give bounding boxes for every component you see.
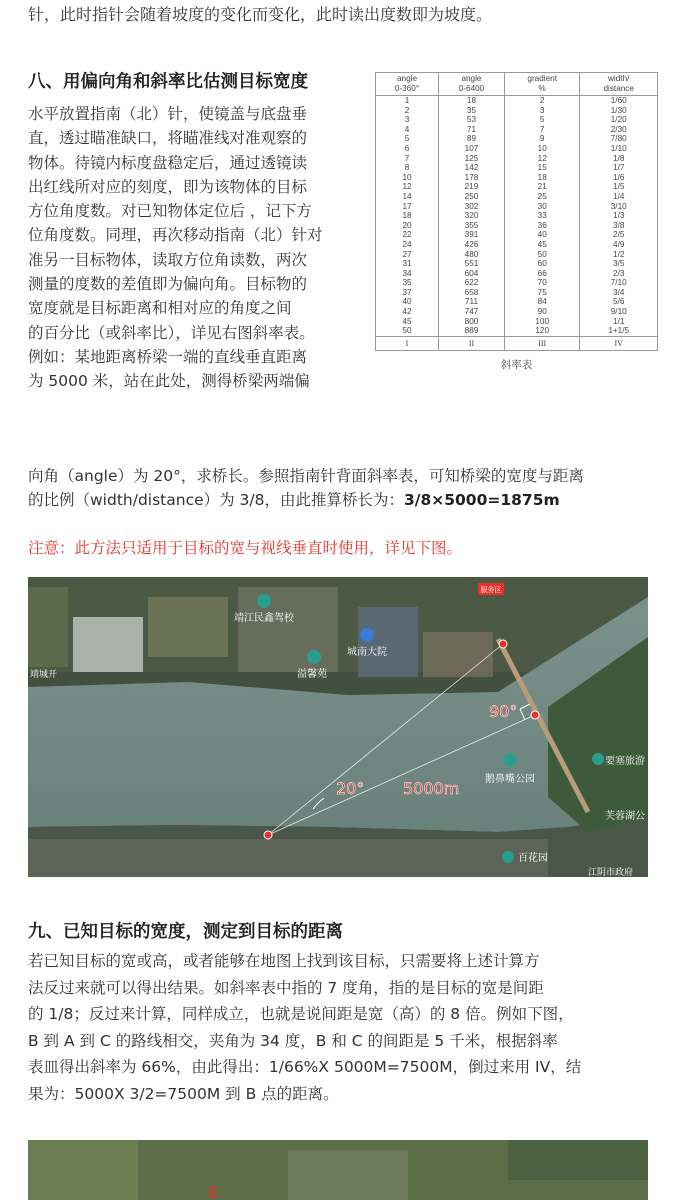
slope-table-cell: 426 <box>439 240 505 250</box>
section-8-continued <box>28 464 658 513</box>
slope-table-cell: 7 <box>376 154 439 164</box>
slope-table-cell: 50 <box>504 250 579 260</box>
slope-table-cell: 1/8 <box>580 154 658 164</box>
slope-table-row <box>376 259 658 269</box>
slope-table-cell: 658 <box>439 288 505 298</box>
header-line: 0-6400 <box>458 84 485 93</box>
section-9-line: 的 1/8；反过来计算，同样成立，也就是说间距是宽（高）的 8 倍。例如下图， <box>28 1005 574 1024</box>
distance-label: 5000m <box>403 779 460 798</box>
slope-table-cell: 1/7 <box>580 163 658 173</box>
slope-table-cell: 800 <box>439 317 505 327</box>
section-9-line: 若已知目标的宽或高，或者能够在地图上找到该目标，只需要将上述计算方 <box>28 952 540 970</box>
slope-table-cell: 1+1/5 <box>580 326 658 336</box>
slope-table-header <box>376 73 658 96</box>
section-8-line: 准另一目标物体，读取方位角读数，两次 <box>28 250 308 269</box>
slope-table-row <box>376 182 658 192</box>
field-patch <box>288 1150 408 1200</box>
section-9-line: B 到 A 到 C 的路线相交，夹角为 34 度，B 和 C 的间距是 5 千米，根据斜率 <box>28 1031 558 1050</box>
section-8-line: 的百分比（或斜率比），详见右图斜率表。 <box>28 323 315 342</box>
slope-table-footer <box>376 336 658 350</box>
deflection-angle-label: 20° <box>336 779 365 798</box>
slope-table-cell: 71 <box>439 125 505 135</box>
slope-table-cell: 5 <box>504 115 579 125</box>
section-8-line: 直，透过瞄准缺口，将瞄准线对准观察的 <box>28 129 308 148</box>
section-8-line: 方位角度数。对已知物体定位后 ，记下方 <box>28 202 312 221</box>
fortress-icon <box>592 753 604 765</box>
slope-table-cell: 2/5 <box>580 230 658 240</box>
place-label: 百花园 <box>518 853 548 864</box>
bridge-end-north <box>499 640 507 648</box>
slope-table-cell: 1 <box>376 96 439 106</box>
slope-table-cell: 747 <box>439 307 505 317</box>
slope-table-cell: 2/30 <box>580 125 658 135</box>
slope-table-cell: 5 <box>376 134 439 144</box>
slope-table-header-cell <box>439 73 505 96</box>
slope-table-cell: 355 <box>439 221 505 231</box>
place-label: 城南大院 <box>347 647 387 658</box>
slope-table-cell: 90 <box>504 307 579 317</box>
slope-table-cell: 1/3 <box>580 211 658 221</box>
slope-table-row <box>376 278 658 288</box>
slope-table-cell: 1/30 <box>580 106 658 116</box>
section-8-wide-line <box>28 488 658 512</box>
section-8-line: 位角度数。同理，再次移动指南（北）针对 <box>28 226 323 245</box>
section-8-line: 宽度就是目标距离和相对应的角度之间 <box>28 299 292 318</box>
slope-table-cell: 711 <box>439 297 505 307</box>
slope-table-row <box>376 134 658 144</box>
slope-table-cell: 9/10 <box>580 307 658 317</box>
section-8-line: 为 5000 米，站在此处，测得桥梁两端偏 <box>28 372 310 391</box>
slope-table-row <box>376 144 658 154</box>
slope-table-cell: 302 <box>439 202 505 212</box>
bridge-end-perpendicular <box>531 711 539 719</box>
slope-table-row <box>376 317 658 327</box>
slope-table-column-numeral: I <box>376 336 439 350</box>
slope-table-cell: 391 <box>439 230 505 240</box>
field-patch <box>28 1140 138 1200</box>
slope-table-header-cell <box>504 73 579 96</box>
residence-icon <box>307 650 321 664</box>
header-line: angle <box>396 74 418 83</box>
slope-table-cell: 1/6 <box>580 173 658 183</box>
place-label: 芙蓉湖公 <box>605 811 645 822</box>
section-8-line: 物体。待镜内标度盘稳定后，通过透镜读 <box>28 153 308 172</box>
warning-note: 注意：此方法只适用于目标的宽与视线垂直时使用，详见下图。 <box>28 539 463 557</box>
slope-table-cell: 120 <box>504 326 579 336</box>
place-label: 靖江民鑫驾校 <box>234 613 294 624</box>
distance-map-graphic <box>28 1140 648 1200</box>
town-patch <box>148 597 228 657</box>
slope-table-cell: 219 <box>439 182 505 192</box>
observer-point <box>264 831 272 839</box>
satellite-map-bridge <box>28 577 648 877</box>
slope-table-cell: 30 <box>504 202 579 212</box>
slope-table-row <box>376 192 658 202</box>
slope-table-cell: 20 <box>376 221 439 231</box>
slope-table-cell: 3/8 <box>580 221 658 231</box>
slope-table-cell: 14 <box>376 192 439 202</box>
satellite-map-distance <box>28 1140 648 1200</box>
section-8-heading: 八、用偏向角和斜率比估测目标宽度 <box>28 72 308 92</box>
slope-table-cell: 75 <box>504 288 579 298</box>
header-line: angle <box>461 74 482 83</box>
slope-table-row <box>376 106 658 116</box>
slope-table-cell: 3/5 <box>580 259 658 269</box>
slope-table-cell: 1/2 <box>580 250 658 260</box>
slope-table-body <box>376 96 658 351</box>
slope-table-cell: 21 <box>504 182 579 192</box>
slope-table-cell: 8 <box>376 163 439 173</box>
header-line: % <box>538 84 546 93</box>
section-9-line: 表皿得出斜率为 66%，由此得出：1/66%X 5000M=7500M，倒过来用 IV，结 <box>28 1058 582 1077</box>
slope-table-row <box>376 326 658 336</box>
slope-table-cell: 1/20 <box>580 115 658 125</box>
slope-table-row <box>376 96 658 106</box>
slope-table-column-numeral: IV <box>580 336 658 350</box>
slope-table-cell: 107 <box>439 144 505 154</box>
place-label: 服务区 <box>480 586 502 594</box>
slope-table-cell: 2/3 <box>580 269 658 279</box>
slope-table-cell: 53 <box>439 115 505 125</box>
slope-table-row <box>376 211 658 221</box>
section-8-line: 出红线所对应的刻度，即为该物体的目标 <box>28 177 308 196</box>
slope-table-cell: 37 <box>376 288 439 298</box>
slope-table-cell: 10 <box>504 144 579 154</box>
slope-table-cell: 3/10 <box>580 202 658 212</box>
slope-table-row <box>376 163 658 173</box>
slope-table-cell: 5/6 <box>580 297 658 307</box>
slope-table-column-numeral: III <box>504 336 579 350</box>
field-patch <box>508 1140 648 1180</box>
slope-table-row <box>376 250 658 260</box>
slope-table-cell: 7 <box>504 125 579 135</box>
slope-table-cell: 60 <box>504 259 579 269</box>
slope-table-cell: 18 <box>376 211 439 221</box>
school-icon <box>257 594 271 608</box>
slope-table-cell: 34 <box>376 269 439 279</box>
slope-table-cell: 33 <box>504 211 579 221</box>
field-patch <box>28 587 68 667</box>
slope-table-cell: 84 <box>504 297 579 307</box>
slope-table-row <box>376 221 658 231</box>
slope-table-row <box>376 288 658 298</box>
header-line: width/ <box>608 74 630 83</box>
slope-table-cell: 250 <box>439 192 505 202</box>
section-8-wide-text: 的比例（width/distance）为 3/8，由此推算桥长为： <box>28 491 404 510</box>
slope-table-cell: 142 <box>439 163 505 173</box>
industrial-patch <box>423 632 493 677</box>
bridge-length-formula: 3/8×5000=1875m <box>404 491 560 510</box>
slope-table-cell: 31 <box>376 259 439 269</box>
place-label: 靖城开 <box>30 670 58 680</box>
slope-table-header-cell <box>580 73 658 96</box>
place-label: 鹅鼻嘴公园 <box>485 774 535 785</box>
right-angle-label: 90° <box>489 702 518 721</box>
slope-table-cell: 480 <box>439 250 505 260</box>
slope-table-cell: 178 <box>439 173 505 183</box>
place-label: 江阴市政府 <box>588 868 634 877</box>
slope-table-cell: 1/10 <box>580 144 658 154</box>
slope-table-cell: 40 <box>504 230 579 240</box>
slope-table-row <box>376 307 658 317</box>
header-line: 0-360° <box>394 84 420 93</box>
slope-table-cell: 40 <box>376 297 439 307</box>
slope-table-caption: 斜率表 <box>500 358 533 371</box>
slope-table-cell: 1/1 <box>580 317 658 327</box>
slope-table-cell: 45 <box>376 317 439 327</box>
slope-table-cell: 9 <box>504 134 579 144</box>
slope-table-cell: 6 <box>376 144 439 154</box>
bridge-map-graphic <box>28 577 648 877</box>
section-8-line: 测量的度数的差值即为偏向角。目标物的 <box>28 275 308 294</box>
slope-table-cell: 50 <box>376 326 439 336</box>
section-8-wide-line: 向角（angle）为 20°，求桥长。参照指南针背面斜率表，可知桥梁的宽度与距离 <box>28 467 584 485</box>
slope-table-column-numeral: II <box>439 336 505 350</box>
header-line: gradient <box>527 74 557 83</box>
slope-table-cell: 27 <box>376 250 439 260</box>
slope-table-cell: 70 <box>504 278 579 288</box>
slope-table-cell: 24 <box>376 240 439 250</box>
slope-table-cell: 17 <box>376 202 439 212</box>
slope-table-cell: 35 <box>376 278 439 288</box>
slope-table-cell: 3 <box>376 115 439 125</box>
slope-table-cell: 2 <box>376 106 439 116</box>
slope-table-cell: 66 <box>504 269 579 279</box>
section-8-line: 水平放置指南（北）针，使镜盖与底盘垂 <box>28 105 308 123</box>
slope-table-cell: 3 <box>504 106 579 116</box>
section-9-heading: 九、已知目标的宽度，测定到目标的距离 <box>28 922 343 942</box>
slope-table-cell: 25 <box>504 192 579 202</box>
intro-text: 针，此时指针会随着坡度的变化而变化，此时读出度数即为坡度。 <box>28 5 493 24</box>
slope-table-cell: 1/4 <box>580 192 658 202</box>
slope-table-row <box>376 125 658 135</box>
slope-table-cell: 100 <box>504 317 579 327</box>
garden-icon <box>502 851 514 863</box>
slope-table-figure <box>375 72 658 372</box>
slope-table <box>375 72 658 351</box>
slope-table-cell: 18 <box>504 173 579 183</box>
section-9-line: 法反过来就可以得出结果。如斜率表中指的 7 度角，指的是目标的宽是间距 <box>28 978 544 997</box>
slope-table-row <box>376 240 658 250</box>
slope-table-row <box>376 202 658 212</box>
slope-table-cell: 12 <box>376 182 439 192</box>
slope-table-cell: 320 <box>439 211 505 221</box>
slope-table-cell: 7/80 <box>580 134 658 144</box>
slope-table-cell: 89 <box>439 134 505 144</box>
slope-table-cell: 42 <box>376 307 439 317</box>
slope-table-cell: 889 <box>439 326 505 336</box>
residence-icon <box>360 628 374 642</box>
point-b-label: B <box>208 1184 219 1200</box>
slope-table-cell: 551 <box>439 259 505 269</box>
slope-table-row <box>376 230 658 240</box>
slope-table-row <box>376 297 658 307</box>
slope-table-cell: 45 <box>504 240 579 250</box>
slope-table-cell: 35 <box>439 106 505 116</box>
slope-table-cell: 1/60 <box>580 96 658 106</box>
section-9-paragraph <box>28 948 658 1108</box>
greenhouse-patch <box>73 617 143 672</box>
town-patch <box>238 587 338 672</box>
slope-table-cell: 18 <box>439 96 505 106</box>
slope-table-cell: 604 <box>439 269 505 279</box>
place-label: 溢馨苑 <box>297 669 327 680</box>
slope-table-cell: 3/4 <box>580 288 658 298</box>
slope-table-cell: 622 <box>439 278 505 288</box>
south-town <box>28 839 548 877</box>
slope-table-cell: 12 <box>504 154 579 164</box>
slope-table-cell: 2 <box>504 96 579 106</box>
slope-table-row <box>376 173 658 183</box>
place-label: 要塞旅游 <box>605 756 645 767</box>
slope-table-cell: 125 <box>439 154 505 164</box>
slope-table-cell: 10 <box>376 173 439 183</box>
header-line: distance <box>603 84 634 93</box>
slope-table-row <box>376 269 658 279</box>
slope-table-cell: 4 <box>376 125 439 135</box>
slope-table-cell: 15 <box>504 163 579 173</box>
park-icon <box>503 753 517 767</box>
slope-table-cell: 22 <box>376 230 439 240</box>
slope-table-cell: 4/9 <box>580 240 658 250</box>
slope-table-header-cell <box>376 73 439 96</box>
slope-table-row <box>376 115 658 125</box>
section-8-paragraph <box>28 102 364 394</box>
slope-table-row <box>376 154 658 164</box>
section-8-line: 例如：某地距离桥梁一端的直线垂直距离 <box>28 347 308 366</box>
section-9-line: 果为：5000X 3/2=7500M 到 B 点的距离。 <box>28 1084 339 1103</box>
slope-table-cell: 1/5 <box>580 182 658 192</box>
slope-table-cell: 7/10 <box>580 278 658 288</box>
slope-table-cell: 36 <box>504 221 579 231</box>
